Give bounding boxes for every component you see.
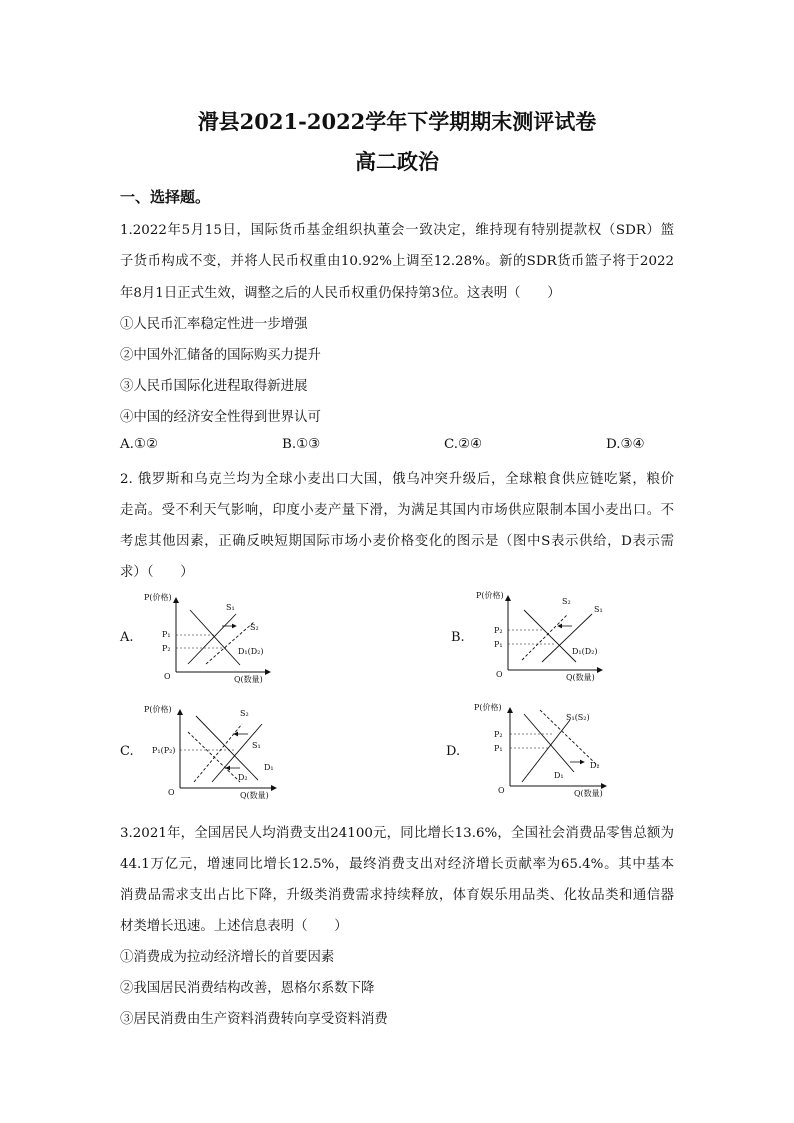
q1-option-a: A.①② (120, 437, 158, 452)
graph-d-p-bottom: P₁ (494, 744, 503, 753)
graph-b-label-s2: S₂ (562, 597, 571, 606)
graph-d-label-s: S₁(S₂) (566, 713, 590, 722)
q1-line-1: 1.2022年5月15日，国际货币基金组织执董会一致决定，维持现有特别提款权（SDR）篮 (120, 223, 674, 238)
graph-c-label-s2: S₂ (240, 709, 249, 718)
graph-b-p-top: P₂ (494, 626, 503, 635)
q2-line-4: 求）（ ） (120, 565, 194, 580)
graph-a (140, 590, 280, 685)
q1-statement-2: ②中国外汇储备的国际购买力提升 (120, 348, 321, 363)
q3-line-1: 3.2021年，全国居民人均消费支出24100元，同比增长13.6%，全国社会消费品零售总额为 (120, 826, 674, 841)
graph-a-y-axis-label: P(价格) (144, 593, 172, 602)
graph-d (470, 700, 615, 800)
graph-b-y-axis-label: P(价格) (476, 591, 504, 600)
q1-statement-3: ③人民币国际化进程取得新进展 (120, 379, 308, 394)
graph-a-p-top: P₁ (162, 630, 171, 639)
exam-subtitle: 高二政治 (355, 149, 439, 174)
graph-a-option-label: A. (120, 630, 134, 645)
graph-a-supply-s1 (188, 614, 236, 664)
graph-c-option-label: C. (120, 744, 134, 759)
graph-c-y-axis-label: P(价格) (144, 705, 172, 714)
q2-line-2: 走高。受不利天气影响，印度小麦产量下滑，为满足其国内市场供应限制本国小麦出口。不 (120, 503, 674, 518)
graph-b-p-bottom: P₁ (494, 640, 503, 649)
q1-line-3: 年8月1日正式生效，调整之后的人民币权重仍保持第3位。这表明（ ） (120, 286, 561, 301)
graph-d-p-top: P₂ (494, 730, 503, 739)
graph-c (140, 702, 285, 802)
graph-c-demand-d1 (196, 716, 258, 780)
section-title: 一、选择题。 (120, 188, 211, 206)
q3-statement-2: ②我国居民消费结构改善，恩格尔系数下降 (120, 981, 375, 996)
graph-c-demand-d2 (188, 732, 240, 782)
graph-a-x-axis-label: Q(数量) (234, 675, 263, 684)
graph-c-supply-s1 (212, 724, 262, 782)
graph-c-label-d2: D₂ (238, 773, 248, 782)
graph-d-x-axis-label: Q(数量) (574, 789, 603, 798)
q3-line-4: 材类增长迅速。上述信息表明（ ） (120, 919, 348, 934)
graph-d-origin: O (498, 786, 505, 795)
graph-b-label-d: D₁(D₂) (572, 647, 598, 656)
graph-c-origin: O (168, 788, 175, 797)
graph-c-label-s1: S₁ (252, 741, 261, 750)
graph-b (472, 588, 612, 683)
graph-c-label-d1: D₁ (264, 763, 274, 772)
graph-b-label-s1: S₁ (594, 605, 603, 614)
graph-c-x-axis-label: Q(数量) (240, 791, 269, 800)
graph-b-origin: O (496, 670, 503, 679)
q1-option-b: B.①③ (282, 437, 321, 452)
q3-line-2: 44.1万亿元，增速同比增长12.5%，最终消费支出对经济增长贡献率为65.4%。其中基本 (120, 857, 674, 872)
graph-a-origin: O (164, 672, 171, 681)
graph-b-supply-s2 (522, 614, 568, 660)
graph-a-label-s1: S₁ (226, 603, 235, 612)
exam-title: 滑县2021-2022学年下学期期末测评试卷 (197, 109, 597, 134)
q2-line-3: 考虑其他因素，正确反映短期国际市场小麦价格变化的图示是（图中S表示供给，D表示需 (120, 534, 674, 549)
graph-a-supply-s2 (206, 622, 254, 664)
graph-b-x-axis-label: Q(数量) (566, 673, 595, 682)
graph-b-option-label: B. (451, 630, 465, 645)
graph-d-label-d1: D₁ (554, 771, 564, 780)
graph-d-option-label: D. (446, 744, 461, 759)
graph-d-y-axis-label: P(价格) (474, 703, 502, 712)
q1-statement-4: ④中国的经济安全性得到世界认可 (120, 410, 321, 425)
graph-a-label-d: D₁(D₂) (238, 647, 264, 656)
q1-option-c: C.②④ (444, 437, 483, 452)
q3-statement-3: ③居民消费由生产资料消费转向享受资料消费 (120, 1012, 388, 1027)
q1-statement-1: ①人民币汇率稳定性进一步增强 (120, 317, 308, 332)
q3-statement-1: ①消费成为拉动经济增长的首要因素 (120, 950, 335, 965)
graph-d-label-d2: D₂ (590, 761, 600, 770)
q1-option-d: D.③④ (606, 437, 645, 452)
q2-line-1: 2. 俄罗斯和乌克兰均为全球小麦出口大国，俄乌冲突升级后，全球粮食供应链吃紧，粮价 (120, 472, 674, 487)
graph-a-p-bottom: P₂ (162, 644, 171, 653)
graph-a-label-s2: S₂ (250, 623, 259, 632)
graph-c-p-single: P₁(P₂) (152, 746, 176, 755)
q1-line-2: 子货币构成不变，并将人民币权重由10.92%上调至12.28%。新的SDR货币篮子将于2022 (120, 254, 674, 269)
graph-c-supply-s2 (194, 724, 242, 782)
graph-d-demand-d1 (524, 714, 574, 772)
q3-line-3: 消费品需求支出占比下降，升级类消费需求持续释放，体育娱乐用品类、化妆品类和通信器 (120, 888, 674, 903)
